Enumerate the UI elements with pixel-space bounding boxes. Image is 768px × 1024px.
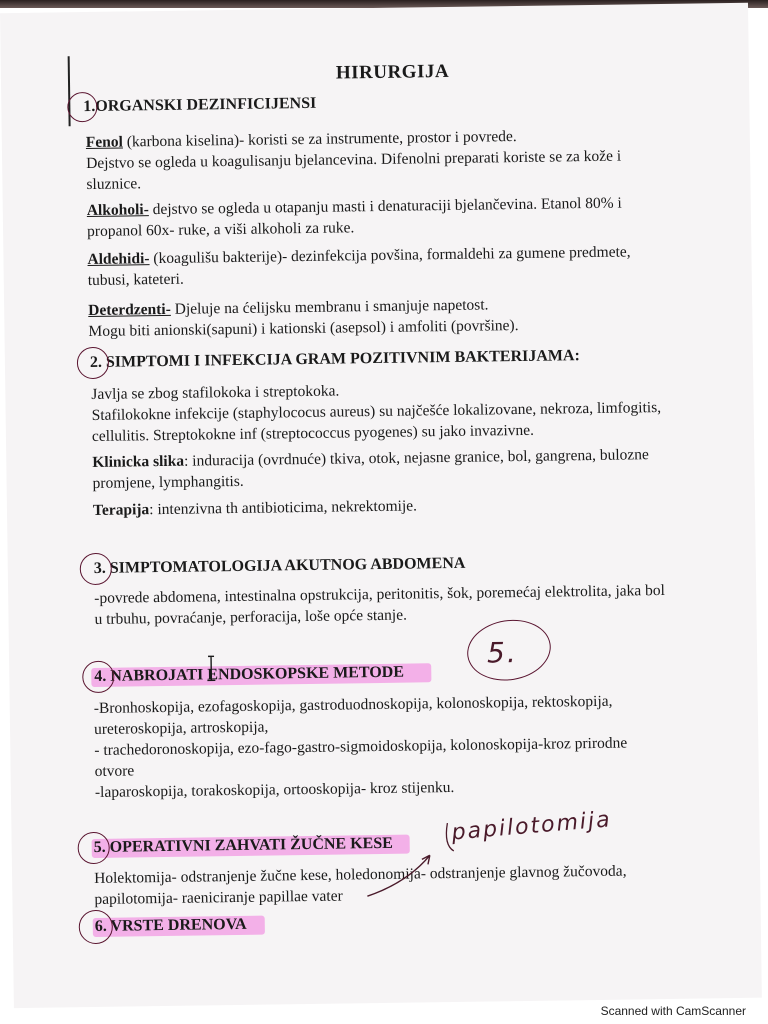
text-line: tubusi, kateteri. [87,270,184,290]
text-line: -Bronhoskopija, ezofagoskopija, gastroduodnoskopija, kolonoskopija, rektoskopija, [93,692,613,717]
text-line: (koagulišu bakterije)- dezinfekcija povšina, formaldehi za gumene predmete, [149,243,631,268]
document-page [0,3,762,1008]
text-line: sluznice. [86,175,142,194]
text-cursor-mark [207,656,215,680]
term-alkoholi: Alkoholi- [86,201,149,220]
section-4-heading: 4. NABROJATI ENDOSKOPSKE METODE [94,663,405,685]
text-line: papilotomija- raeniciranje papillae vater [94,887,343,908]
term-deterdzenti: Deterdzenti- [88,300,171,320]
text-line: Mogu biti anionski(sapuni) i kationski (asepsol) i amfoliti (površine). [88,317,519,341]
term-klinicka-slika: Klinicka slika [92,452,185,471]
section-2-heading: 2. SIMPTOMI I INFEKCIJA GRAM POZITIVNIM BAKTERIJAMA: [89,347,580,372]
text-line: (karbona kiselina)- koristi se za instrumente, prostor i povrede. [122,128,517,151]
text-line: -povrede abdomena, intestinalna opstrukcija, peritonitis, šok, poremećaj elektrolita, jaka bol [94,581,666,607]
text-line: Dejstvo se ogleda u koagulisanju bjelancevina. Difenolni preparati koriste se za kože i [86,147,622,173]
scanner-watermark: Scanned with CamScanner [600,1004,746,1018]
term-fenol: Fenol [85,133,123,152]
text-line: cellulitis. Streptokokne inf (streptococcus pyogenes) su jako invazivne. [91,421,535,445]
text-line: dejstvo se ogleda u otapanju masti i denaturaciji bjelančevina. Etanol 80% i [148,194,622,219]
ink-strokes [0,3,762,1008]
term-terapija: Terapija [92,501,150,519]
text-line: - trachedoronoskopija, ezo-fago-gastro-sigmoidoskopija, kolonoskopija-kroz prirodne [94,734,628,759]
text-line: propanol 60x- ruke, a viši alkoholi za ruke. [86,219,355,241]
arrow-stroke [367,855,431,896]
page-title: HIRURGIJA [335,60,450,84]
section-5-heading: 5. OPERATIVNI ZAHVATI ŽUČNE KESE [93,834,393,856]
text-line: ureteroskopija, artroskopija, [93,718,269,738]
text-line: u trbuhu, povraćanje, perforacija, loše opće stanje. [94,606,408,628]
text-line: -laparoskopija, torakoskopija, ortooskopija- kroz stijenku. [94,778,455,801]
text-line: otvore [94,762,135,780]
text-line: Holektomija- odstranjenje žučne kese, holedonomija- odstranjenje glavnog žučovoda, [94,862,627,887]
text-line: : intenzivna th antibioticima, nekrektomije. [149,497,418,519]
term-aldehidi: Aldehidi- [87,250,150,269]
text-line: Stafilokokne infekcije (staphylococus aureus) su najčešće lokalizovane, nekroza, limfogitis, [91,399,662,424]
note-flourish [446,823,454,851]
grade-mark: 5. [486,636,518,670]
section-6-heading: 6. VRSTE DRENOVA [94,915,247,935]
handwritten-note: papilotomija [450,807,613,846]
section-1-heading: 1.ORGANSKI DEZINFICIJENSI [83,94,317,116]
text-line: Djeluje na ćelijsku membranu i smanjuje napetost. [170,296,489,318]
text-line: promjene, lymphangitis. [92,472,244,492]
text-line: : induracija (ovrdnuće) tkiva, otok, nejasne granice, bol, gangrena, bulozne [183,446,649,470]
section-3-heading: 3. SIMPTOMATOLOGIJA AKUTNOG ABDOMENA [93,554,466,577]
text-line: Javlja se zbog stafilokoka i streptokoka. [91,382,340,403]
